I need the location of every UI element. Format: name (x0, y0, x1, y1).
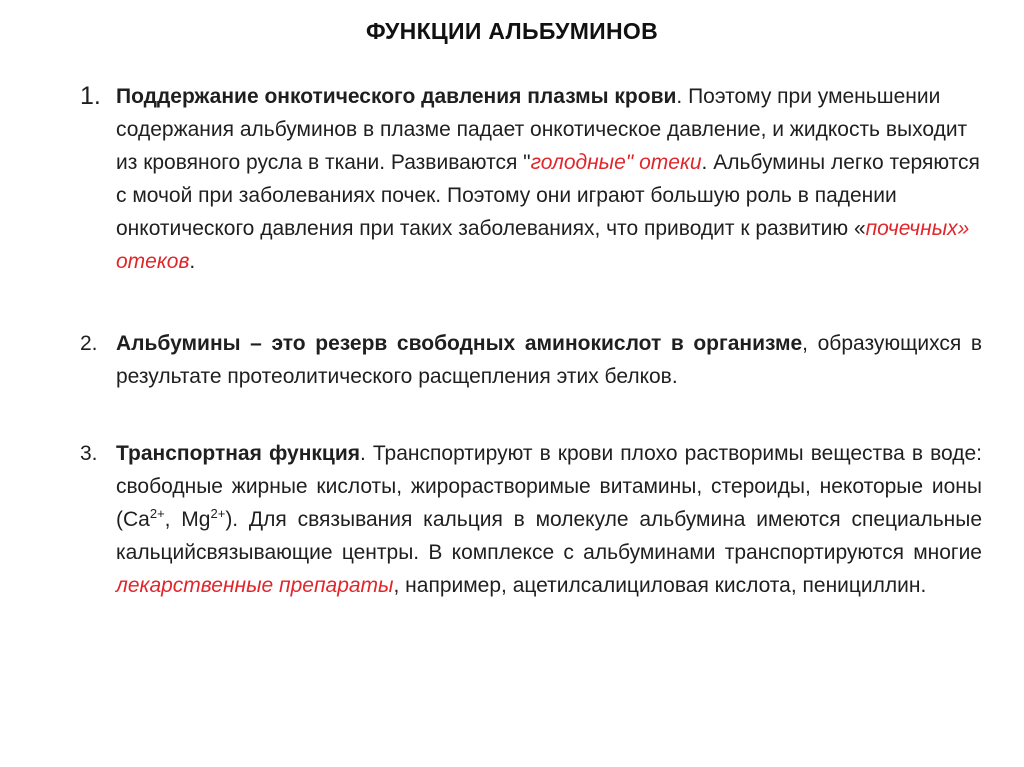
function-item-3 (80, 437, 982, 602)
item-text-part: . (189, 250, 196, 273)
highlight-term: почечных» отеков (116, 217, 970, 273)
item-text-part: . Транспортируют в крови плохо растворимы вещества в воде: свободные жирные кислоты, жирорастворимые витамины, стероиды, некоторые ионы (Ca (116, 442, 982, 531)
highlight-term: голодные" отеки (530, 151, 702, 174)
superscript-charge: 2+ (210, 506, 226, 521)
item-text-part: . Альбумины легко теряются с мочой при заболеваниях почек. Поэтому они играют большую роль в падении онкотического давления при таких заболеваниях, что приводит к развитию « (116, 151, 980, 240)
slide-title: ФУНКЦИИ АЛЬБУМИНОВ (366, 18, 658, 44)
item-number: 3. (80, 442, 98, 465)
highlight-term: лекарственные препараты (116, 574, 394, 597)
item-heading: Поддержание онкотического давления плазмы крови (116, 85, 677, 108)
item-text (116, 437, 982, 602)
item-text (116, 80, 982, 278)
item-text-part: ). Для связывания кальция в молекуле альбумина имеются специальные кальцийсвязывающие центры. В комплексе с альбуминами транспортируются многие (116, 508, 983, 564)
item-number: 2. (80, 332, 98, 355)
item-text-part: . Поэтому при уменьшении содержания альбуминов в плазме падает онкотическое давление, и жидкость выходит из кровяного русла в ткани. Развиваются " (116, 85, 968, 174)
item-number: 1. (80, 82, 101, 110)
item-text-part: , например, ацетилсалициловая кислота, пенициллин. (393, 574, 927, 597)
function-item-2 (80, 327, 982, 393)
item-text-part: , образующихся в результате протеолитического расщепления этих белков. (116, 332, 982, 388)
item-text (116, 327, 982, 393)
superscript-charge: 2+ (149, 506, 165, 521)
item-heading: Альбумины – это резерв свободных аминокислот в организме (116, 332, 803, 355)
item-text-part: , Mg (164, 508, 211, 531)
item-heading: Транспортная функция (116, 442, 360, 465)
function-item-1 (80, 80, 982, 278)
